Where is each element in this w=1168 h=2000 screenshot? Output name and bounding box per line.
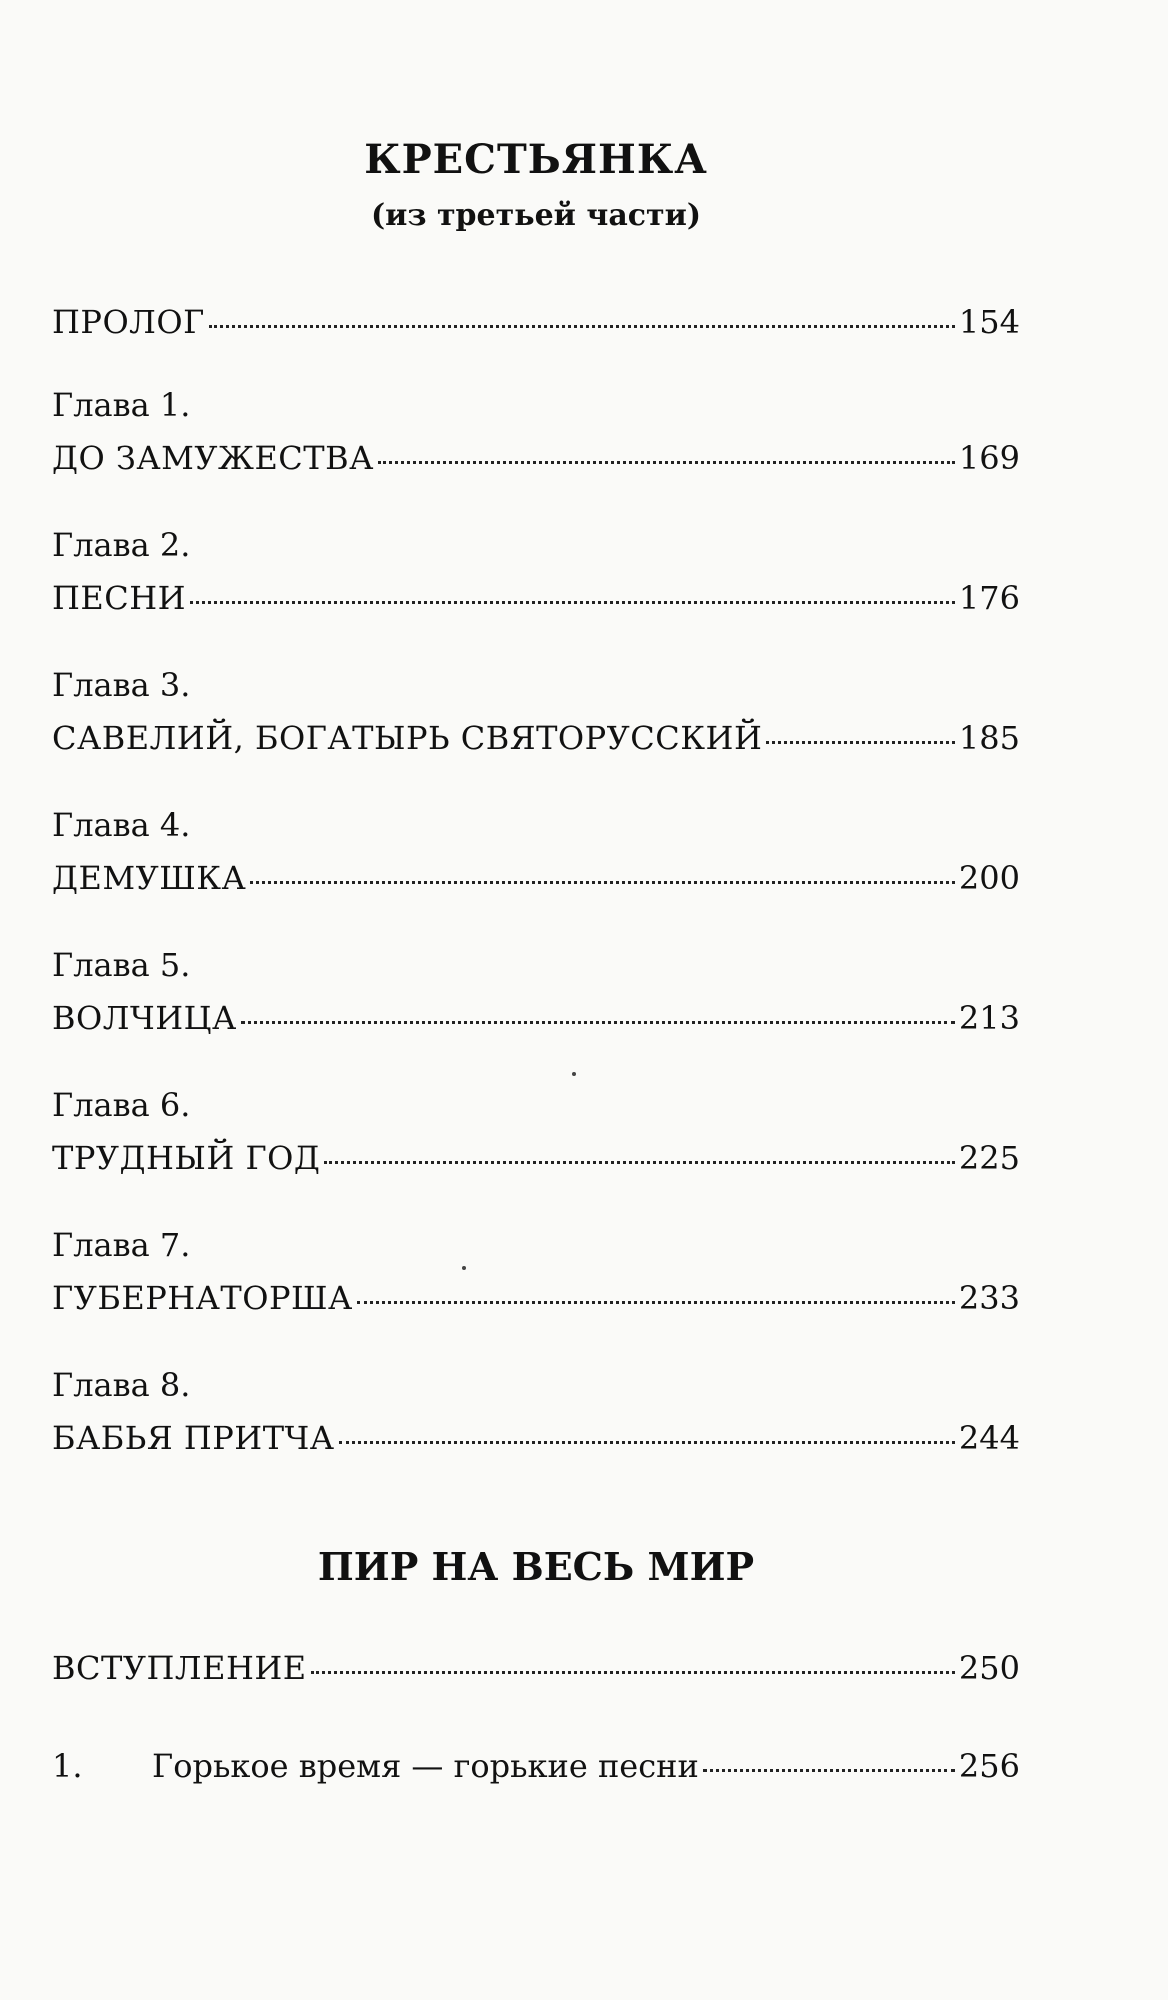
chapter-label: Глава 3. (52, 666, 191, 704)
dot-leader (703, 1769, 955, 1772)
dot-leader (378, 461, 955, 464)
toc-entry-item-1[interactable] (52, 1746, 1020, 1786)
toc-entry-title: ВОЛЧИЦА (52, 999, 237, 1037)
section-subtitle: (из третьей части) (370, 198, 702, 233)
dot-leader (357, 1301, 955, 1304)
toc-entry-chapter-2[interactable] (52, 578, 1020, 618)
toc-entry-number: 1. (52, 1747, 83, 1785)
toc-entry-title: Горькое время — горькие песни (152, 1747, 699, 1785)
toc-entry-chapter-1[interactable] (52, 438, 1020, 478)
toc-entry-title: ПРОЛОГ (52, 303, 205, 341)
toc-entry-chapter-7[interactable] (52, 1278, 1020, 1318)
toc-entry-title: ДЕМУШКА (52, 859, 247, 897)
section-title-feast: ПИР НА ВЕСЬ МИР (317, 1544, 755, 1589)
toc-entry-page: 225 (958, 1139, 1020, 1177)
toc-entry-chapter-4[interactable] (52, 858, 1020, 898)
toc-entry-title: ГУБЕРНАТОРША (52, 1279, 353, 1317)
toc-entry-page: 169 (958, 439, 1020, 477)
toc-entry-title: ПЕСНИ (52, 579, 187, 617)
dot-leader (209, 325, 955, 328)
toc-entry-title: ВСТУПЛЕНИЕ (52, 1649, 307, 1687)
chapter-label: Глава 6. (52, 1086, 191, 1124)
print-speck (572, 1072, 576, 1076)
toc-entry-prologue[interactable] (52, 302, 1020, 342)
chapter-label: Глава 1. (52, 386, 191, 424)
toc-entry-chapter-3[interactable] (52, 718, 1020, 758)
dot-leader (766, 741, 955, 744)
toc-entry-chapter-5[interactable] (52, 998, 1020, 1038)
toc-entry-page: 200 (958, 859, 1020, 897)
toc-entry-title: САВЕЛИЙ, БОГАТЫРЬ СВЯТОРУССКИЙ (52, 719, 763, 757)
toc-page (52, 0, 1020, 2000)
toc-entry-title: БАБЬЯ ПРИТЧА (52, 1419, 335, 1457)
dot-leader (324, 1161, 955, 1164)
toc-entry-page: 250 (958, 1649, 1020, 1687)
chapter-label: Глава 2. (52, 526, 191, 564)
toc-entry-title: ТРУДНЫЙ ГОД (52, 1139, 321, 1177)
toc-entry-chapter-8[interactable] (52, 1418, 1020, 1458)
toc-entry-page: 233 (958, 1279, 1020, 1317)
dot-leader (250, 881, 955, 884)
toc-entry-page: 185 (958, 719, 1020, 757)
chapter-label: Глава 5. (52, 946, 191, 984)
dot-leader (241, 1021, 955, 1024)
toc-entry-page: 213 (958, 999, 1020, 1037)
chapter-label: Глава 8. (52, 1366, 191, 1404)
toc-entry-page: 154 (958, 303, 1020, 341)
dot-leader (190, 601, 955, 604)
chapter-label: Глава 7. (52, 1226, 191, 1264)
toc-entry-page: 256 (958, 1747, 1020, 1785)
toc-entry-title: ДО ЗАМУЖЕСТВА (52, 439, 374, 477)
print-speck (462, 1266, 466, 1270)
toc-entry-introduction[interactable] (52, 1648, 1020, 1688)
toc-entry-page: 176 (958, 579, 1020, 617)
section-title-peasant-woman: КРЕСТЬЯНКА (364, 136, 708, 183)
dot-leader (339, 1441, 955, 1444)
dot-leader (311, 1671, 955, 1674)
chapter-label: Глава 4. (52, 806, 191, 844)
toc-entry-chapter-6[interactable] (52, 1138, 1020, 1178)
toc-entry-page: 244 (958, 1419, 1020, 1457)
